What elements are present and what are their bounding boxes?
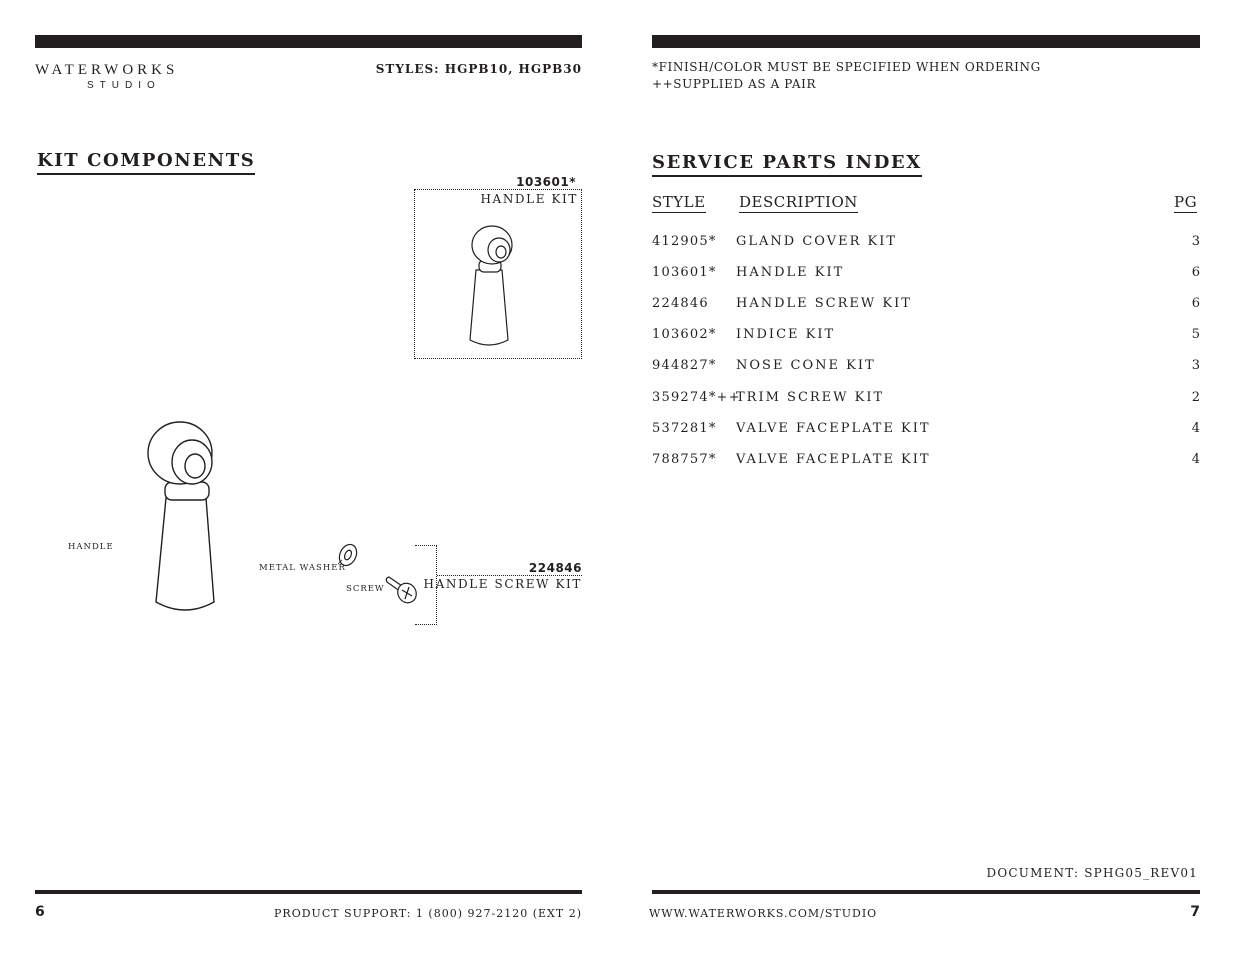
service-parts-index-title: SERVICE PARTS INDEX — [652, 152, 922, 177]
row-style: 537281* — [652, 421, 717, 436]
styles-label: STYLES: HGPB10, HGPB30 — [375, 62, 582, 76]
row-pg: 6 — [1191, 296, 1200, 311]
left-page-number: 6 — [35, 904, 45, 920]
row-style: 103602* — [652, 327, 717, 342]
screw-label: SCREW — [346, 584, 385, 594]
document-id: DOCUMENT: SPHG05_REV01 — [986, 866, 1198, 880]
table-row — [652, 296, 1200, 316]
row-pg: 4 — [1191, 421, 1200, 436]
column-description: DESCRIPTION — [739, 193, 858, 211]
row-pg: 3 — [1191, 234, 1200, 249]
kit-components-title: KIT COMPONENTS — [37, 150, 255, 175]
right-bottom-rule — [652, 890, 1200, 894]
row-pg: 3 — [1191, 358, 1200, 373]
column-style: STYLE — [652, 193, 706, 211]
table-row — [652, 421, 1200, 441]
brand-logo: WATERWORKS — [35, 62, 179, 78]
right-page-number: 7 — [1190, 904, 1200, 920]
table-row — [652, 327, 1200, 347]
table-row — [652, 265, 1200, 285]
table-row — [652, 234, 1200, 254]
screw-kit-name: HANDLE SCREW KIT — [423, 577, 582, 591]
row-style: 103601* — [652, 265, 717, 280]
row-style: 944827* — [652, 358, 717, 373]
left-bottom-rule — [35, 890, 582, 894]
row-pg: 6 — [1191, 265, 1200, 280]
row-description: HANDLE KIT — [736, 265, 845, 280]
left-top-bar — [35, 35, 582, 48]
handle-kit-icon — [462, 222, 522, 347]
handle-kit-number: 103601* — [516, 175, 576, 189]
handle-label: HANDLE — [68, 542, 114, 552]
right-top-bar — [652, 35, 1200, 48]
row-pg: 2 — [1191, 390, 1200, 405]
row-pg: 5 — [1191, 327, 1200, 342]
screw-kit-number: 224846 — [528, 561, 582, 575]
row-description: TRIM SCREW KIT — [736, 390, 885, 405]
table-row — [652, 358, 1200, 378]
product-support: PRODUCT SUPPORT: 1 (800) 927-2120 (EXT 2) — [274, 907, 582, 920]
row-description: INDICE KIT — [736, 327, 836, 342]
finish-note: *FINISH/COLOR MUST BE SPECIFIED WHEN ORDERING — [652, 60, 1041, 74]
table-row — [652, 390, 1200, 410]
row-style: 412905* — [652, 234, 717, 249]
column-pg: PG — [1174, 193, 1198, 211]
row-style: 224846 — [652, 296, 709, 311]
row-description: NOSE CONE KIT — [736, 358, 876, 373]
row-style: 359274*++ — [652, 390, 741, 405]
website-link[interactable]: WWW.WATERWORKS.COM/STUDIO — [649, 907, 878, 920]
row-pg: 4 — [1191, 452, 1200, 467]
row-description: HANDLE SCREW KIT — [736, 296, 912, 311]
handle-drawing — [140, 420, 230, 620]
row-description: VALVE FACEPLATE KIT — [736, 452, 931, 467]
row-description: GLAND COVER KIT — [736, 234, 898, 249]
row-description: VALVE FACEPLATE KIT — [736, 421, 931, 436]
brand-logo-sub: STUDIO — [87, 80, 161, 91]
screw-kit-leader — [437, 575, 582, 576]
pair-note: ++SUPPLIED AS A PAIR — [652, 77, 817, 91]
metal-washer-label: METAL WASHER — [259, 563, 346, 573]
table-row — [652, 452, 1200, 472]
row-style: 788757* — [652, 452, 717, 467]
handle-kit-name: HANDLE KIT — [480, 192, 578, 206]
